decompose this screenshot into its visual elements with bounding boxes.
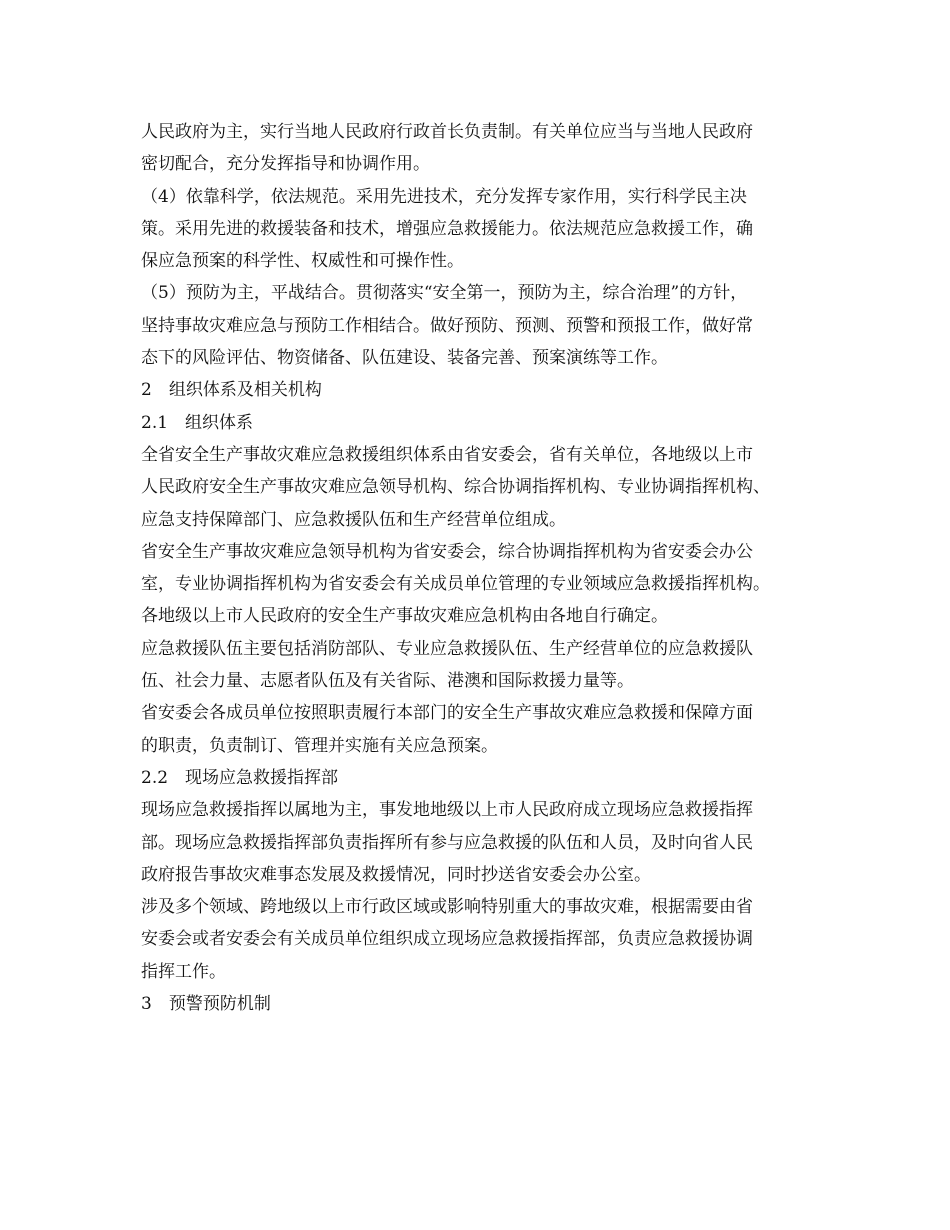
text-line: 全省安全生产事故灾难应急救援组织体系由省安委会，省有关单位，各地级以上市 xyxy=(141,444,753,465)
text-line: 策。采用先进的救援装备和技术，增强应急救援能力。依法规范应急救援工作，确 xyxy=(141,218,753,239)
text-line: （4）依靠科学，依法规范。采用先进技术，充分发挥专家作用，实行科学民主决 xyxy=(141,186,747,207)
text-line: 密切配合，充分发挥指导和协调作用。 xyxy=(141,154,430,175)
text-line: （5）预防为主，平战结合。贯彻落实“安全第一，预防为主，综合治理”的方针， xyxy=(141,283,748,304)
document-body xyxy=(141,116,821,1020)
section-heading: 2 组织体系及相关机构 xyxy=(141,380,322,401)
text-line: 部。现场应急救援指挥部负责指挥所有参与应急救援的队伍和人员，及时向省人民 xyxy=(141,832,753,853)
text-line: 人民政府为主，实行当地人民政府行政首长负责制。有关单位应当与当地人民政府 xyxy=(141,122,753,142)
text-line: 伍、社会力量、志愿者队伍及有关省际、港澳和国际救援力量等。 xyxy=(141,671,634,692)
text-line: 应急支持保障部门、应急救援队伍和生产经营单位组成。 xyxy=(141,509,566,530)
text-line: 涉及多个领域、跨地级以上市行政区域或影响特别重大的事故灾难，根据需要由省 xyxy=(141,897,753,918)
text-line: 应急救援队伍主要包括消防部队、专业应急救援队伍、生产经营单位的应急救援队 xyxy=(141,638,753,659)
text-line: 安委会或者安委会有关成员单位组织成立现场应急救援指挥部，负责应急救援协调 xyxy=(141,929,753,950)
text-line: 省安委会各成员单位按照职责履行本部门的安全生产事故灾难应急救援和保障方面 xyxy=(141,703,753,724)
text-line: 人民政府安全生产事故灾难应急领导机构、综合协调指挥机构、专业协调指挥机构、 xyxy=(141,477,770,498)
text-line: 指挥工作。 xyxy=(141,961,226,982)
text-line: 政府报告事故灾难事态发展及救援情况，同时抄送省安委会办公室。 xyxy=(141,864,651,885)
text-line: 现场应急救援指挥以属地为主，事发地地级以上市人民政府成立现场应急救援指挥 xyxy=(141,800,753,821)
text-line: 保应急预案的科学性、权威性和可操作性。 xyxy=(141,251,464,272)
text-line: 各地级以上市人民政府的安全生产事故灾难应急机构由各地自行确定。 xyxy=(141,606,668,627)
text-line: 坚持事故灾难应急与预防工作相结合。做好预防、预测、预警和预报工作，做好常 xyxy=(141,315,753,336)
section-heading: 3 预警预防机制 xyxy=(141,994,271,1015)
text-line: 室，专业协调指挥机构为省安委会有关成员单位管理的专业领域应急救援指挥机构。 xyxy=(141,574,770,595)
text-line: 省安全生产事故灾难应急领导机构为省安委会，综合协调指挥机构为省安委会办公 xyxy=(141,541,753,562)
subsection-heading: 2.1 组织体系 xyxy=(141,412,254,433)
text-line: 态下的风险评估、物资储备、队伍建设、装备完善、预案演练等工作。 xyxy=(141,348,668,369)
subsection-heading: 2.2 现场应急救援指挥部 xyxy=(141,767,339,788)
text-line: 的职责，负责制订、管理并实施有关应急预案。 xyxy=(141,735,498,756)
